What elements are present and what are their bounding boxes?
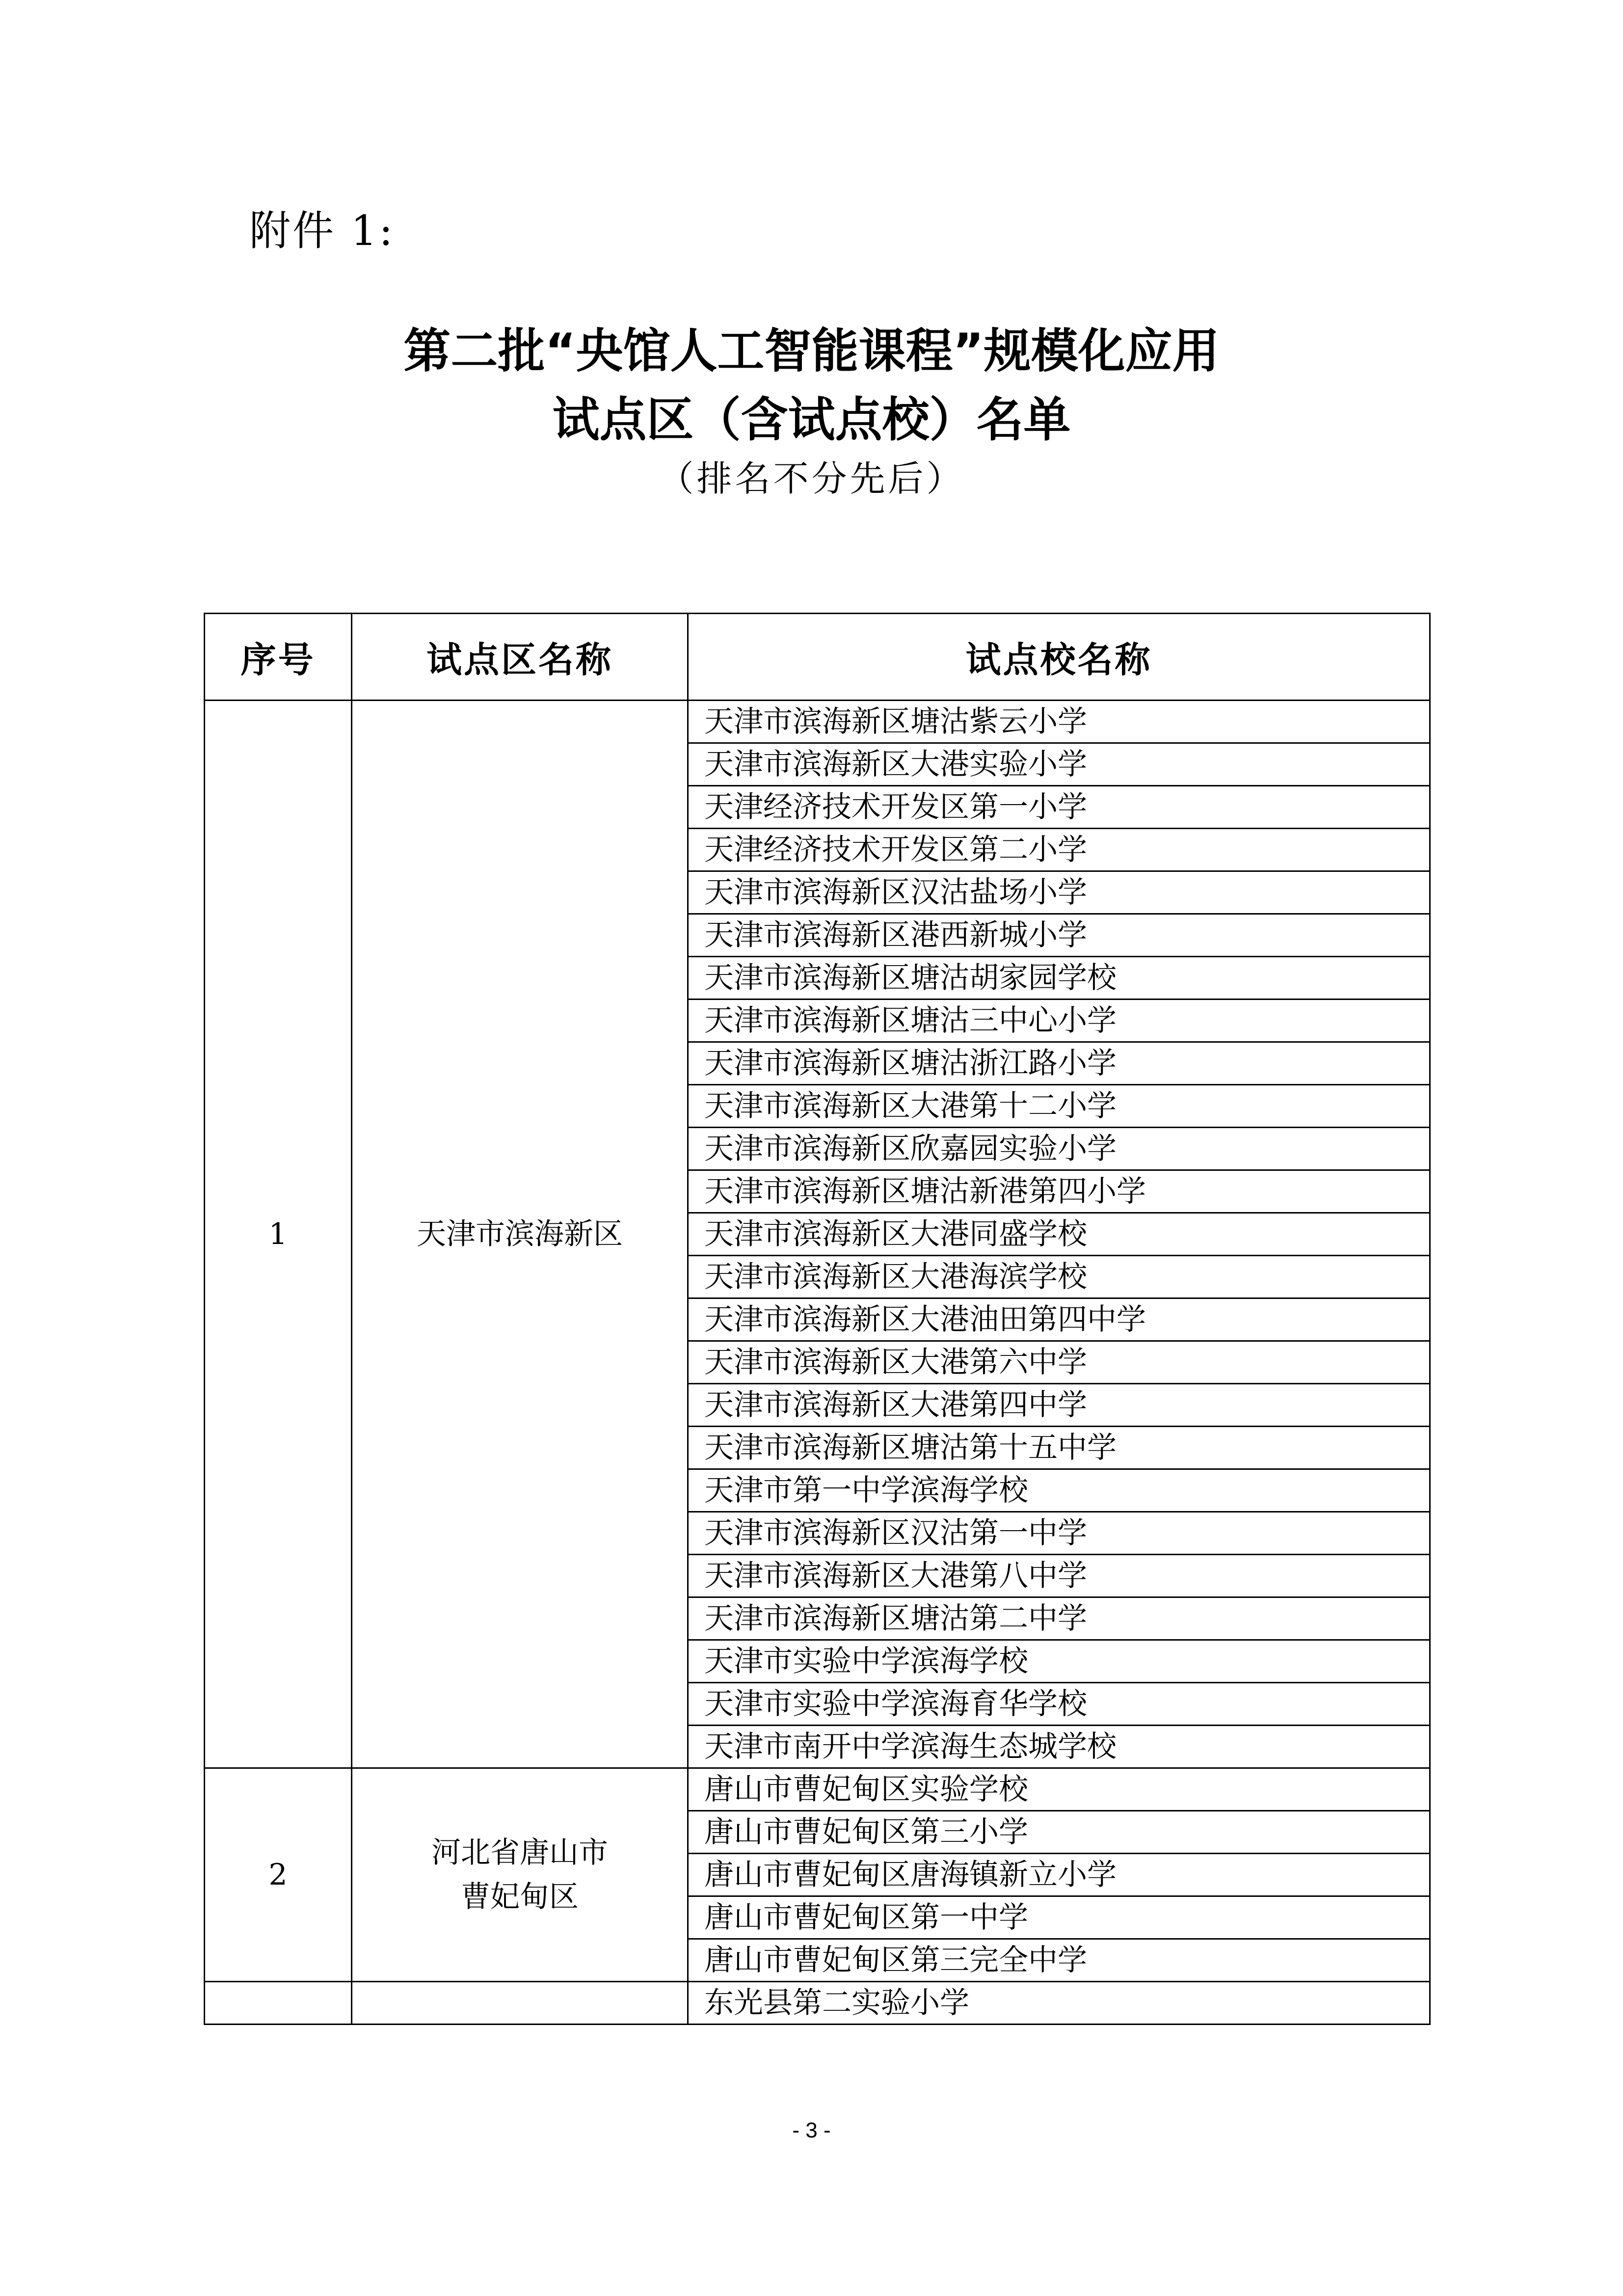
pilot-school-name: 天津市滨海新区塘沽第十五中学 xyxy=(688,1427,1430,1469)
pilot-school-name: 天津市实验中学滨海育华学校 xyxy=(688,1683,1430,1726)
pilot-school-name: 天津市滨海新区汉沽第一中学 xyxy=(688,1512,1430,1555)
pilot-school-name: 唐山市曹妃甸区第一中学 xyxy=(688,1896,1430,1939)
pilot-school-name: 天津市滨海新区港西新城小学 xyxy=(688,914,1430,957)
header-district: 试点区名称 xyxy=(352,614,688,701)
pilot-school-name: 天津市滨海新区塘沽紫云小学 xyxy=(688,701,1430,743)
pilot-school-name: 天津市第一中学滨海学校 xyxy=(688,1469,1430,1512)
pilot-school-name: 天津市滨海新区塘沽第二中学 xyxy=(688,1597,1430,1640)
header-school: 试点校名称 xyxy=(688,614,1430,701)
page-subtitle: （排名不分先后） xyxy=(658,458,965,499)
pilot-school-name: 天津经济技术开发区第一小学 xyxy=(688,786,1430,829)
district-name-line: 河北省唐山市 xyxy=(431,1836,608,1870)
pilot-school-name: 唐山市曹妃甸区实验学校 xyxy=(688,1768,1430,1811)
pilot-school-name: 唐山市曹妃甸区第三小学 xyxy=(688,1811,1430,1854)
attachment-label: 附件 1: xyxy=(249,207,395,255)
pilot-school-name: 天津市滨海新区大港同盛学校 xyxy=(688,1213,1430,1256)
pilot-school-name: 天津市滨海新区汉沽盐场小学 xyxy=(688,871,1430,914)
pilot-district-name xyxy=(352,1982,688,2025)
pilot-district-index xyxy=(205,1982,352,2025)
table-body xyxy=(205,701,1430,2025)
table-row xyxy=(205,1768,1430,1811)
pilot-district-name xyxy=(352,701,688,1768)
pilot-school-name: 天津市滨海新区塘沽胡家园学校 xyxy=(688,957,1430,999)
pilot-school-name: 唐山市曹妃甸区唐海镇新立小学 xyxy=(688,1854,1430,1896)
pilot-roster-table xyxy=(204,613,1431,2025)
pilot-school-name: 唐山市曹妃甸区第三完全中学 xyxy=(688,1939,1430,1982)
pilot-school-name: 天津市滨海新区大港油田第四中学 xyxy=(688,1298,1430,1341)
pilot-school-name: 天津市滨海新区大港第八中学 xyxy=(688,1555,1430,1597)
district-name-line: 天津市滨海新区 xyxy=(417,1217,623,1251)
pilot-school-name: 天津市滨海新区大港实验小学 xyxy=(688,743,1430,786)
pilot-school-name: 天津市滨海新区塘沽三中心小学 xyxy=(688,999,1430,1042)
pilot-district-index: 1 xyxy=(205,701,352,1768)
pilot-district-index: 2 xyxy=(205,1768,352,1982)
page-title-line-2: 试点区（含试点校）名单 xyxy=(552,392,1071,447)
pilot-school-name: 天津市滨海新区塘沽新港第四小学 xyxy=(688,1170,1430,1213)
header-index: 序号 xyxy=(205,614,352,701)
district-name-line: 曹妃甸区 xyxy=(461,1880,579,1914)
pilot-school-name: 天津市滨海新区大港海滨学校 xyxy=(688,1256,1430,1298)
page-title-line-1: 第二批“央馆人工智能课程”规模化应用 xyxy=(403,324,1220,378)
pilot-school-name: 天津市滨海新区大港第四中学 xyxy=(688,1384,1430,1427)
table-row xyxy=(205,701,1430,743)
pilot-school-name: 天津市南开中学滨海生态城学校 xyxy=(688,1726,1430,1768)
pilot-school-name: 东光县第二实验小学 xyxy=(688,1982,1430,2025)
page-number: - 3 - xyxy=(792,2118,831,2142)
pilot-school-name: 天津市滨海新区大港第十二小学 xyxy=(688,1085,1430,1128)
pilot-school-name: 天津市滨海新区欣嘉园实验小学 xyxy=(688,1128,1430,1170)
pilot-district-name xyxy=(352,1768,688,1982)
table-row xyxy=(205,1982,1430,2025)
pilot-school-name: 天津市滨海新区大港第六中学 xyxy=(688,1341,1430,1384)
table-header-row xyxy=(205,614,1430,701)
pilot-school-name: 天津市实验中学滨海学校 xyxy=(688,1640,1430,1683)
pilot-school-name: 天津经济技术开发区第二小学 xyxy=(688,829,1430,871)
pilot-school-name: 天津市滨海新区塘沽浙江路小学 xyxy=(688,1042,1430,1085)
